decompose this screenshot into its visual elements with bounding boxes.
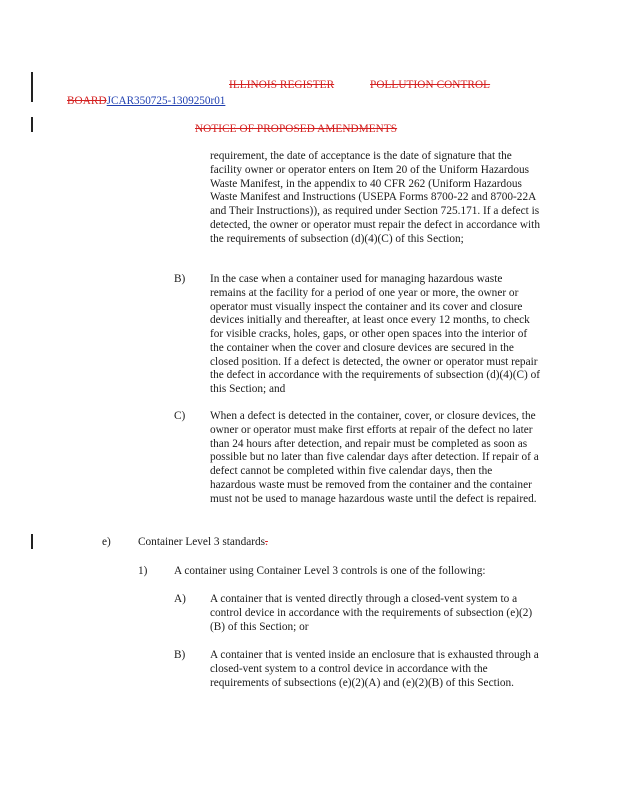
- item-c-label: C): [174, 410, 186, 422]
- register-title: ILLINOIS REGISTER: [229, 79, 335, 91]
- item-b-paragraph: In the case when a container used for managing hazardous waste remains at the facility for a period of one year or more, the owner or operator must visually inspect the container and its cover and closure devices initially and thereafter, at least once every 12 months, to check for visible cracks, holes, gaps, or other open spaces into the interior of the container when the cover and closure devices are secured in the closed position. If a defect is detected, the owner or operator must repair the defect in accordance with the requirements of subsection (d)(4)(C) of this Section; and: [210, 273, 540, 395]
- section-e-struck-period: .: [265, 536, 268, 548]
- item-1-label: 1): [138, 565, 148, 577]
- jcar-number: JCAR350725-1309250r01: [106, 95, 226, 107]
- item-b-label: B): [174, 273, 186, 285]
- item-1a-paragraph: A container that is vented directly through a closed-vent system to a control device in accordance with the requirements of subsection (e)(2)(B) of this Section; or: [210, 593, 533, 633]
- continuation-paragraph: requirement, the date of acceptance is the date of signature that the facility owner or operator enters on Item 20 of the Uniform Hazardous Waste Manifest, in the appendix to 40 CFR 262 (Uniform Hazardous Waste Manifest and Instructions (USEPA Forms 8700-22 and 8700-22A and Their Instructions)), as required under Section 725.171. If a defect is detected, the owner or operator must repair the defect in accordance with the requirements of subsection (d)(4)(C) of this Section;: [210, 150, 540, 245]
- change-bar: [31, 72, 33, 102]
- item-1b-label: B): [174, 649, 186, 661]
- section-e-heading: [138, 536, 268, 550]
- item-1b-paragraph: A container that is vented inside an enclosure that is exhausted through a closed-vent system to a control device in accordance with the requirements of subsections (e)(2)(A) and (e)(2)(B) of this Section.: [210, 649, 539, 689]
- agency-title: POLLUTION CONTROL: [370, 79, 491, 91]
- section-e-label: e): [102, 536, 111, 548]
- change-bar: [31, 117, 33, 132]
- notice-title: NOTICE OF PROPOSED AMENDMENTS: [195, 123, 398, 135]
- section-e-title: Container Level 3 standards: [138, 536, 266, 548]
- item-1a-label: A): [174, 593, 186, 605]
- item-c-paragraph: When a defect is detected in the container, cover, or closure devices, the owner or operator must make first efforts at repair of the defect no later than 24 hours after detection, and repair must be completed as soon as possible but no later than five calendar days after detection. If repair of a defect cannot be completed within five calendar days, then the hazardous waste must be removed from the container and the container must not be used to manage hazardous waste until the defect is repaired.: [210, 410, 539, 505]
- item-1-text: A container using Container Level 3 controls is one of the following:: [174, 565, 486, 577]
- change-bar: [31, 534, 33, 549]
- board-struck: BOARD: [67, 95, 107, 107]
- board-line: [67, 95, 225, 107]
